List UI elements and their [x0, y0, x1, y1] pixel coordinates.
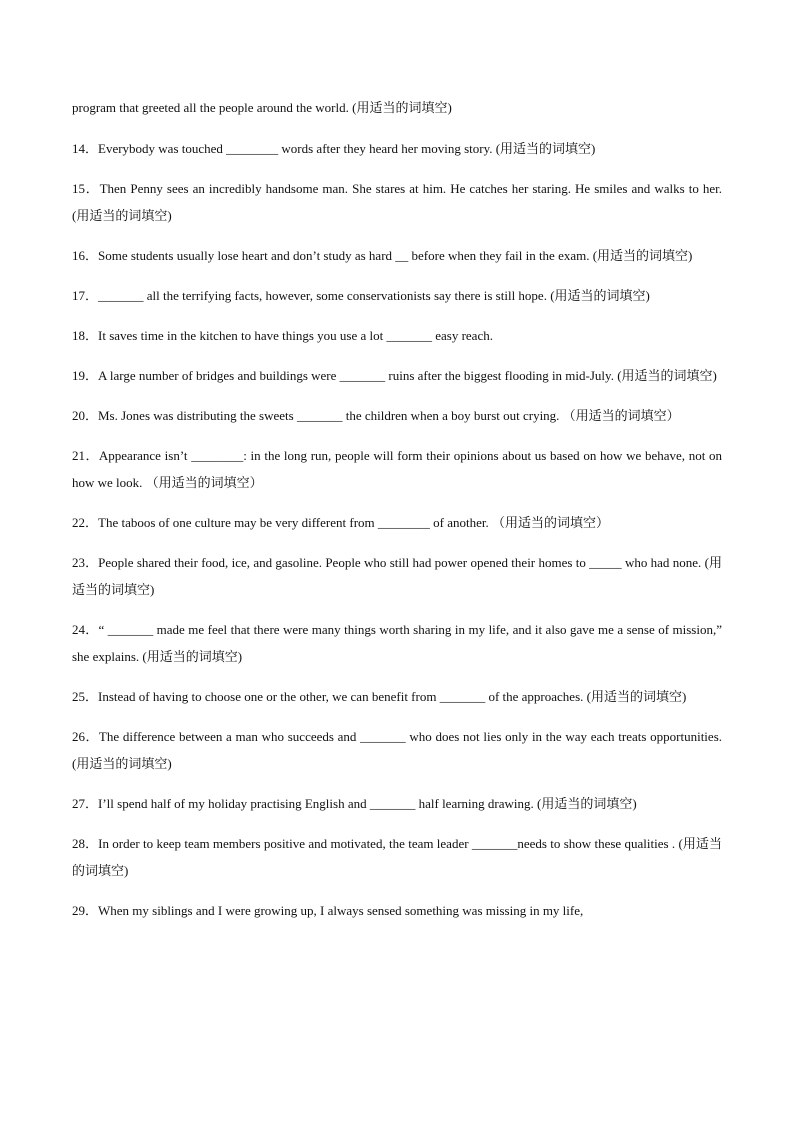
paragraph-13-continued: program that greeted all the people around the world. (用适当的词填空): [72, 100, 452, 115]
question-28: 28．In order to keep team members positive and motivated, the team leader _______needs to show these qualities . (用适当的词填空): [72, 836, 722, 878]
question-26: 26．The difference between a man who succeeds and _______ who does not lies only in the way each treats opportunities. (用适当的词填空): [72, 729, 722, 771]
question-21: 21．Appearance isn’t ________: in the long run, people will form their opinions about us based on how we behave, not on how we look. （用适当的词填空）: [72, 448, 722, 490]
question-24: 24．“ _______ made me feel that there were many things worth sharing in my life, and it also gave me a sense of mission,” she explains. (用适当的词填空): [72, 622, 722, 664]
question-23: 23．People shared their food, ice, and gasoline. People who still had power opened their homes to _____ who had none. (用适当的词填空): [72, 555, 722, 597]
question-16: 16．Some students usually lose heart and don’t study as hard __ before when they fail in the exam. (用适当的词填空): [72, 248, 693, 263]
question-18: 18．It saves time in the kitchen to have things you use a lot _______ easy reach.: [72, 328, 493, 343]
question-17: 17．_______ all the terrifying facts, however, some conservationists say there is still hope. (用适当的词填空): [72, 288, 650, 303]
document-page: [72, 94, 722, 937]
question-29: 29．When my siblings and I were growing up, I always sensed something was missing in my life,: [72, 903, 584, 918]
question-20: 20．Ms. Jones was distributing the sweets _______ the children when a boy burst out crying. （用适当的词填空）: [72, 408, 680, 423]
question-15: 15．Then Penny sees an incredibly handsome man. She stares at him. He catches her staring. He smiles and walks to her. (用适当的词填空): [72, 181, 722, 223]
question-22: 22．The taboos of one culture may be very different from ________ of another. （用适当的词填空）: [72, 515, 609, 530]
question-27: 27．I’ll spend half of my holiday practising English and _______ half learning drawing. (用适当的词填空): [72, 796, 637, 811]
question-14: 14．Everybody was touched ________ words after they heard her moving story. (用适当的词填空): [72, 141, 596, 156]
question-19: 19．A large number of bridges and buildings were _______ ruins after the biggest flooding in mid-July. (用适当的词填空): [72, 368, 717, 383]
question-25: 25．Instead of having to choose one or the other, we can benefit from _______ of the approaches. (用适当的词填空): [72, 689, 687, 704]
